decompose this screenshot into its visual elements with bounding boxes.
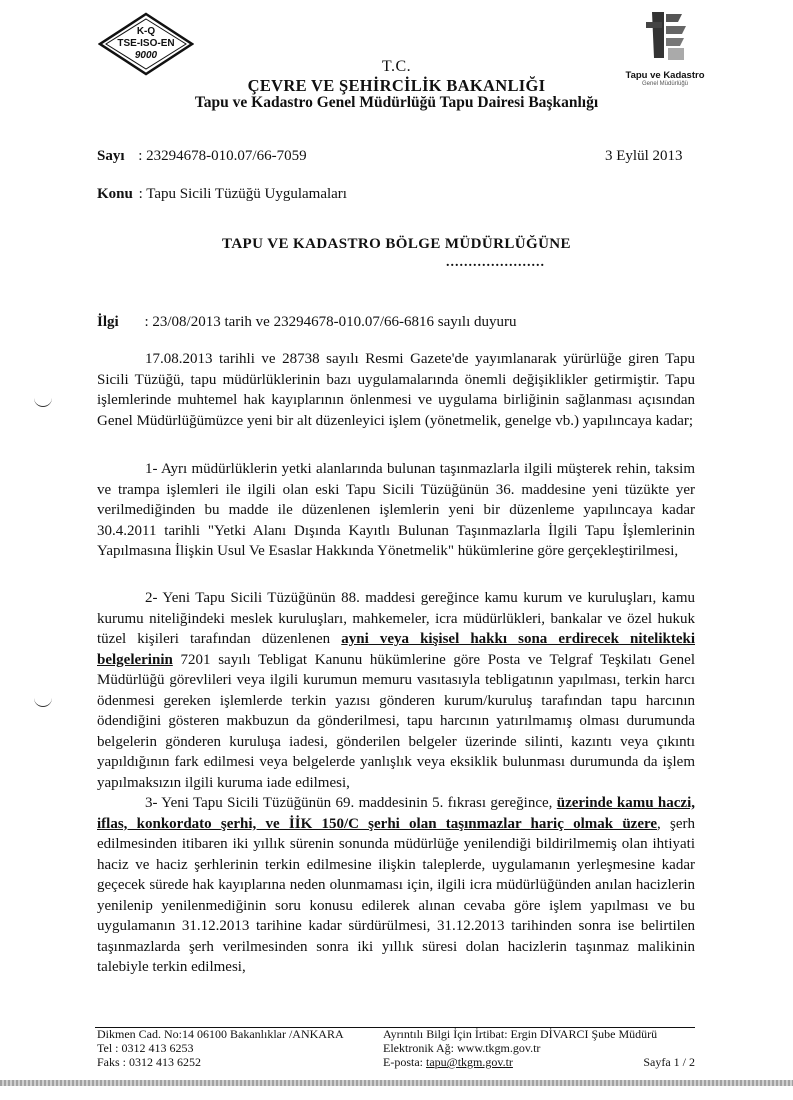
margin-mark xyxy=(34,398,52,407)
footer-tel: Tel : 0312 413 6253 xyxy=(97,1041,194,1055)
header-tc: T.C. xyxy=(381,58,412,75)
konu-row xyxy=(97,186,347,203)
ilgi-label: İlgi xyxy=(97,314,119,330)
footer-left xyxy=(97,1027,387,1069)
margin-mark xyxy=(34,698,52,707)
sayi-value: : 23294678-010.07/66-7059 xyxy=(138,148,307,164)
sayi-label: Sayı xyxy=(97,148,125,164)
logo-line-3: 9000 xyxy=(134,50,158,61)
paragraph-item-3 xyxy=(97,793,695,978)
paragraph-item-2-text-b: 7201 sayılı Tebligat Kanunu hükümlerine göre Posta ve Telgraf Teşkilatı Genel Müdürlüğü görevlileri veya ilgili kurumun memuru vasıtasıyla tebligatının yapılması, terkin harcı ödenmesi gereken işlemlerde terkin yazısı gönderen kurum/kuruluş tarafından tapu harcının ödendiğini gösteren makbuzun da gönderilmesi, tapu harcının yatırılmamış olması durumunda belgelerin gönderen kuruluşa iadesi, gönderilen belgeler üzerinde silinti, kazıntı veya çıkıntı yapıldığının fark edilmesi veya belgelerde yanlışlık veya eksiklik bulunması durumunda da işlem yapılmaksızın ilgili kuruma iade edilmesi, xyxy=(97,651,695,791)
footer-email-link[interactable]: tapu@tkgm.gov.tr xyxy=(426,1055,513,1069)
tkgm-emblem-icon xyxy=(642,8,692,64)
footer-address: Dikmen Cad. No:14 06100 Bakanlıklar /ANKARA xyxy=(97,1027,344,1041)
logo-line-1: K-Q xyxy=(136,26,156,37)
paragraph-item-2 xyxy=(97,588,695,793)
konu-value: : Tapu Sicili Tüzüğü Uygulamaları xyxy=(138,186,347,202)
paragraph-intro: 17.08.2013 tarihli ve 28738 sayılı Resmi Gazete'de yayımlanarak yürürlüğe giren Tapu Sicili Tüzüğü, tapu müdürlüklerinin bazı uygulamalarında önemli değişiklikler getirmiştir. Tapu işlemlerinde muhtemel hak kayıplarının önlenmesi ve uygulama birliğinin sağlanması açısından Genel Müdürlüğümüzce yeni bir alt düzenleyici işlem (yönetmelik, genelge vb.) yapılıncaya kadar; xyxy=(97,351,695,429)
footer-contact: Ayrıntılı Bilgi İçin İrtibat: Ergin DİVARCI Şube Müdürü xyxy=(383,1027,658,1041)
footer-email-row xyxy=(383,1055,695,1069)
addressee: TAPU VE KADASTRO BÖLGE MÜDÜRLÜĞÜNE xyxy=(222,236,571,252)
paragraph-item-1: 1- Ayrı müdürlüklerin yetki alanlarında bulunan taşınmazlarla ilgili müşterek rehin, taksim ve trampa işlemleri ile ilgili olan eski Tapu Sicili Tüzüğünün 36. maddesine yeni tüzükte yer verilmediğinden bu madde ile düzenlenen işlemlerin yeni bir düzenleme yapılıncaya kadar 30.4.2011 tarihli "Yetki Alanı Dışında Kayıtlı Bulunan Taşınmazlarla İlgili Tapu İşlemlerinin Yapılmasına İlişkin Usul Ve Esaslar Hakkında Yönetmelik" hükümlerine göre gerçekleştirilmesi, xyxy=(97,461,695,559)
page-number: Sayfa 1 / 2 xyxy=(643,1055,695,1069)
ilgi-row xyxy=(97,314,517,331)
footer-faks: Faks : 0312 413 6252 xyxy=(97,1055,202,1069)
scan-edge xyxy=(0,1080,793,1086)
footer-right xyxy=(383,1027,695,1069)
addressee-dots: ...................... xyxy=(446,255,545,270)
footer-web: Elektronik Ağ: www.tkgm.gov.tr xyxy=(383,1041,541,1055)
document-date: 3 Eylül 2013 xyxy=(605,148,683,164)
konu-label: Konu xyxy=(97,186,133,202)
ilgi-value: : 23/08/2013 tarih ve 23294678-010.07/66-6816 sayılı duyuru xyxy=(144,314,517,330)
paragraph-item-2-underlined: ayni veya kişisel hakkı sona erdirecek nitelikteki belgelerinin xyxy=(97,631,695,668)
header-ministry: ÇEVRE VE ŞEHİRCİLİK BAKANLIĞI xyxy=(247,76,546,95)
logo-line-2: TSE-ISO-EN xyxy=(117,38,175,49)
paragraph-item-3-text-a: 3- Yeni Tapu Sicili Tüzüğünün 69. maddesinin 5. fıkrası gereğince, xyxy=(145,795,557,811)
header-department: Tapu ve Kadastro Genel Müdürlüğü Tapu Dairesi Başkanlığı xyxy=(194,94,599,111)
sayi-row xyxy=(97,148,307,165)
tkgm-logo-name: Tapu ve Kadastro xyxy=(625,70,705,81)
paragraph-item-3-underlined: üzerinde kamu haczi, iflas, konkordato şerhi, ve İİK 150/C şerhi olan taşınmazlar hariç olmak üzere xyxy=(97,795,695,832)
tkgm-logo-sub: Genel Müdürlüğü xyxy=(641,81,689,87)
paragraph-item-3-text-b: , şerh edilmesinden itibaren iki yıllık sürenin sonunda müdürlüğe yenilendiği bildirilmemiş olan ihtiyati haciz ve haciz şerhlerinin terkin edilmesine ilişkin taleplerde, uygulamanın yerleşmesine kadar geçecek sürede hak kayıplarına neden olunmaması için, ilgili icra müdürlüğünden anılan hacizlerin yenilenip yenilenmediğinin soru konusu edilerek alınan cevaba göre işlem yapılması ve bu uygulamanın 31.12.2013 tarihine kadar sürdürülmesi, 31.12.2013 tarihinden sonra ise belirtilen taşınmazlarda şerh verilmesinden sonra iki yıllık süresi dolan hacizlerin taşınmaz malikinin talebiyle terkin edilmesi, xyxy=(97,815,695,975)
paragraph-item-2-text-a: 2- Yeni Tapu Sicili Tüzüğünün 88. maddesi gereğince kamu kurum ve kuruluşları, kamu kurumu niteliğindeki meslek kuruluşları, mahkemeler, icra müdürlükleri, bankalar ve özel hukuk tüzel kişileri tarafından düzenlenen xyxy=(97,590,695,647)
footer-email-label: E-posta: xyxy=(383,1055,426,1069)
